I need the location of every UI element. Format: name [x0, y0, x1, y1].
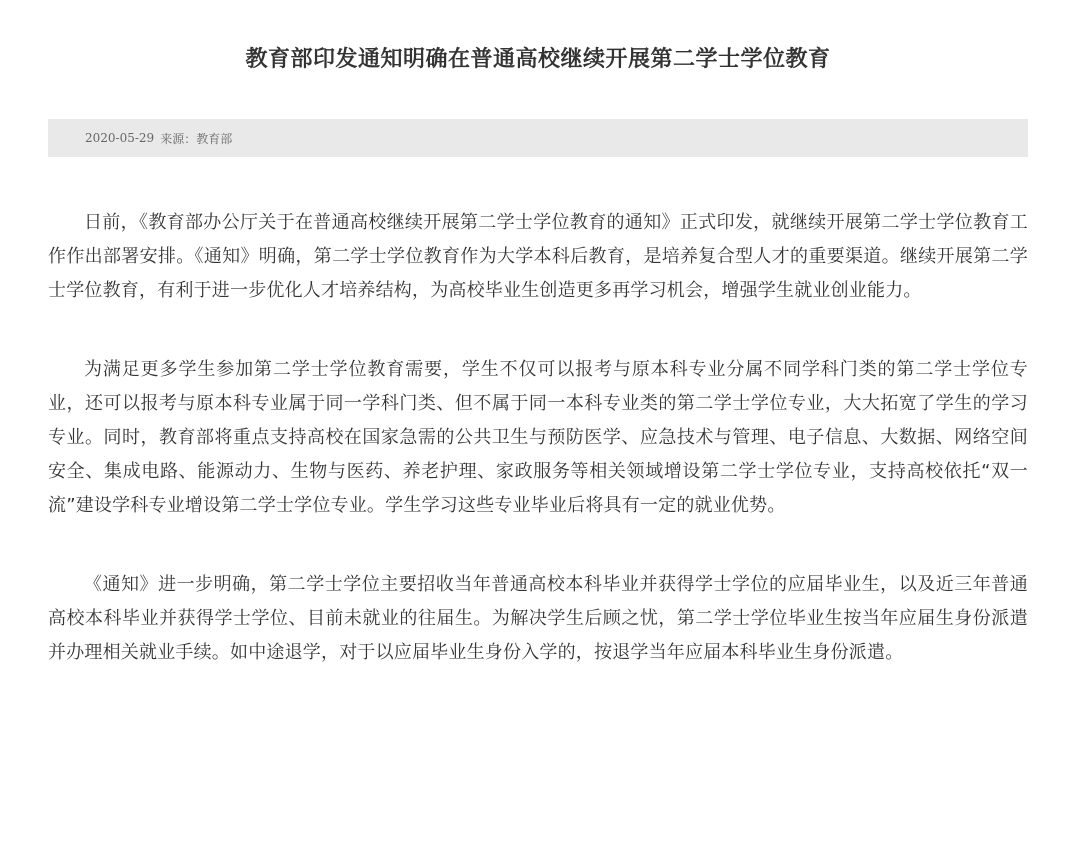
article	[48, 0, 1028, 715]
article-title: 教育部印发通知明确在普通高校继续开展第二学士学位教育	[245, 47, 831, 72]
article-body	[48, 206, 1028, 670]
paragraph-3: 《通知》进一步明确，第二学士学位主要招收当年普通高校本科毕业并获得学士学位的应届毕业生，以及近三年普通高校本科毕业并获得学士学位、目前未就业的往届生。为解决学生后顾之忧，第二学士学位毕业生按当年应届生身份派遣并办理相关就业手续。如中途退学，对于以应届毕业生身份入学的，按退学当年应届本科毕业生身份派遣。	[48, 574, 1028, 663]
article-meta-bar	[48, 119, 1028, 157]
source-name: 教育部	[196, 131, 233, 146]
source-label: 来源：	[160, 131, 197, 146]
publish-date: 2020-05-29	[85, 131, 155, 145]
paragraph-2: 为满足更多学生参加第二学士学位教育需要，学生不仅可以报考与原本科专业分属不同学科门类的第二学士学位专业，还可以报考与原本科专业属于同一学科门类、但不属于同一本科专业类的第二学士学位专业，大大拓宽了学生的学习专业。同时，教育部将重点支持高校在国家急需的公共卫生与预防医学、应急技术与管理、电子信息、大数据、网络空间安全、集成电路、能源动力、生物与医药、养老护理、家政服务等相关领域增设第二学士学位专业，支持高校依托“双一流”建设学科专业增设第二学士学位专业。学生学习这些专业毕业后将具有一定的就业优势。	[48, 359, 1028, 516]
paragraph-1: 日前，《教育部办公厅关于在普通高校继续开展第二学士学位教育的通知》正式印发，就继续开展第二学士学位教育工作作出部署安排。《通知》明确，第二学士学位教育作为大学本科后教育，是培养复合型人才的重要渠道。继续开展第二学士学位教育，有利于进一步优化人才培养结构，为高校毕业生创造更多再学习机会，增强学生就业创业能力。	[48, 212, 1028, 301]
